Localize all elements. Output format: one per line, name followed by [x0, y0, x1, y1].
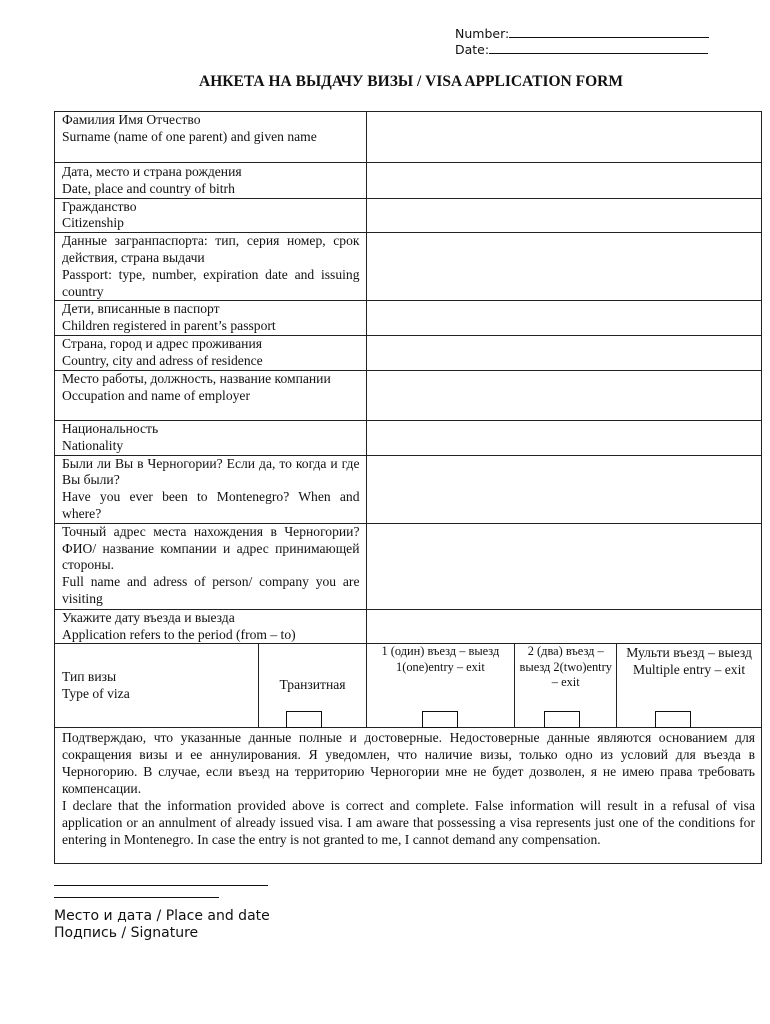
header-fields: [455, 26, 709, 58]
label-ru: Точный адрес места нахождения в Черногории? ФИО/ название компании и адрес принимающей стороны.: [62, 523, 360, 573]
label-ru: Гражданство: [62, 198, 137, 214]
field-label: [55, 301, 367, 336]
label-ru: Место работы, должность, название компании: [62, 370, 331, 386]
field-value-residence[interactable]: [366, 335, 762, 370]
checkbox-double-entry[interactable]: [544, 711, 580, 728]
field-label: [55, 112, 367, 163]
checkbox-single-entry[interactable]: [422, 711, 458, 728]
number-field[interactable]: [455, 26, 709, 42]
place-date-label: Место и дата / Place and date: [54, 908, 270, 924]
label-en: Date, place and country of bitrh: [62, 180, 235, 196]
label-en: Citizenship: [62, 215, 124, 231]
visa-option-label: 1 (один) въезд – выезд 1(one)entry – exit: [381, 644, 500, 674]
form-row-declaration: [55, 728, 762, 864]
form-row-residence: [55, 335, 762, 370]
visa-option-transit[interactable]: [258, 644, 366, 728]
label-en: Have you ever been to Montenegro? When and where?: [62, 489, 360, 521]
label-en: Surname (name of one parent) and given name: [62, 128, 317, 144]
label-en: Children registered in parent’s passport: [62, 318, 276, 334]
declaration-en: I declare that the information provided above is correct and complete. False information will result in a refusal of visa application or an annulment of already issued visa. I am aware that possessing a visa represents just one of the conditions for entering in Montenegro. In case the entry is not granted to me, I cannot demand any compensation.: [62, 797, 755, 847]
signature-line[interactable]: [54, 892, 219, 898]
number-label: Number:: [455, 26, 510, 41]
number-input-line[interactable]: [509, 26, 709, 38]
field-value-passport[interactable]: [366, 233, 762, 301]
page-title: АНКЕТА НА ВЫДАЧУ ВИЗЫ / VISA APPLICATION FORM: [199, 73, 623, 90]
date-label: Date:: [455, 42, 490, 57]
visa-option-label: 2 (два) въезд – выезд 2(two)entry – exit: [519, 644, 612, 690]
label-ru: Укажите дату въезда и выезда: [62, 609, 235, 625]
date-input-line[interactable]: [489, 42, 708, 54]
field-value-citizenship[interactable]: [366, 198, 762, 233]
field-label: [55, 609, 367, 644]
form-row-nationality: [55, 420, 762, 455]
label-ru: Тип визы: [62, 669, 117, 685]
field-value-occupation[interactable]: [366, 370, 762, 420]
label-ru: Страна, город и адрес проживания: [62, 335, 262, 351]
place-date-line[interactable]: [54, 880, 268, 886]
form-row-children: [55, 301, 762, 336]
declaration-text: [55, 728, 762, 864]
field-value-children[interactable]: [366, 301, 762, 336]
visa-option-multiple[interactable]: [617, 644, 762, 728]
form-row-birth: [55, 163, 762, 199]
label-ru: Национальность: [62, 420, 159, 436]
field-value-period[interactable]: [366, 609, 762, 644]
field-label: [55, 163, 367, 199]
field-value-nationality[interactable]: [366, 420, 762, 455]
visa-option-label: Мульти въезд – выезд Multiple entry – exit: [626, 645, 752, 678]
signature-label: Подпись / Signature: [54, 925, 199, 941]
visa-option-label: Транзитная: [279, 677, 346, 693]
label-en: Nationality: [62, 437, 124, 453]
checkbox-multiple-entry[interactable]: [655, 711, 691, 728]
field-label: [55, 523, 367, 609]
form-row-passport: [55, 233, 762, 301]
form-row-name: [55, 112, 762, 163]
label-ru: Данные загранпаспорта: тип, серия номер, срок действия, страна выдачи: [62, 233, 360, 265]
visa-option-double[interactable]: [515, 644, 617, 728]
form-row-citizenship: [55, 198, 762, 233]
field-label: [55, 233, 367, 301]
visa-option-single[interactable]: [366, 644, 515, 728]
form-row-visa-type: [55, 644, 762, 728]
field-value-address-montenegro[interactable]: [366, 523, 762, 609]
label-ru: Были ли Вы в Черногории? Если да, то когда и где Вы были?: [62, 455, 360, 488]
field-value-name[interactable]: [366, 112, 762, 163]
checkbox-transit[interactable]: [286, 711, 322, 728]
form-row-address-montenegro: [55, 523, 762, 609]
label-ru: Дети, вписанные в паспорт: [62, 301, 220, 317]
label-en: Occupation and name of employer: [62, 387, 250, 403]
label-en: Type of viza: [62, 685, 130, 701]
label-en: Country, city and adress of residence: [62, 352, 263, 368]
label-en: Passport: type, number, expiration date and issuing country: [62, 266, 360, 299]
date-field[interactable]: [455, 42, 709, 58]
field-value-visited[interactable]: [366, 455, 762, 523]
form-row-period: [55, 609, 762, 644]
field-label: [55, 198, 367, 233]
field-label: [55, 335, 367, 370]
application-form-table: [54, 111, 762, 864]
field-label: [55, 420, 367, 455]
visa-type-label: [55, 644, 259, 728]
signature-block: [54, 880, 270, 942]
form-row-occupation: [55, 370, 762, 420]
label-ru: Фамилия Имя Отчество: [62, 112, 201, 127]
label-ru: Дата, место и страна рождения: [62, 164, 242, 179]
field-label: [55, 455, 367, 523]
field-value-birth[interactable]: [366, 163, 762, 199]
field-label: [55, 370, 367, 420]
form-row-visited: [55, 455, 762, 523]
label-en: Full name and adress of person/ company you are visiting: [62, 574, 360, 606]
declaration-ru: Подтверждаю, что указанные данные полные и достоверные. Недостоверные данные являются основанием для сокращения визы и ее аннулирования. Я уведомлен, что наличие визы, только одно из условий для въезда в Черногорию. В случае, если въезд на территорию Черногории мне не будет дозволен, я не имею права требовать компенсации.: [62, 730, 755, 797]
label-en: Application refers to the period (from – to): [62, 626, 296, 642]
